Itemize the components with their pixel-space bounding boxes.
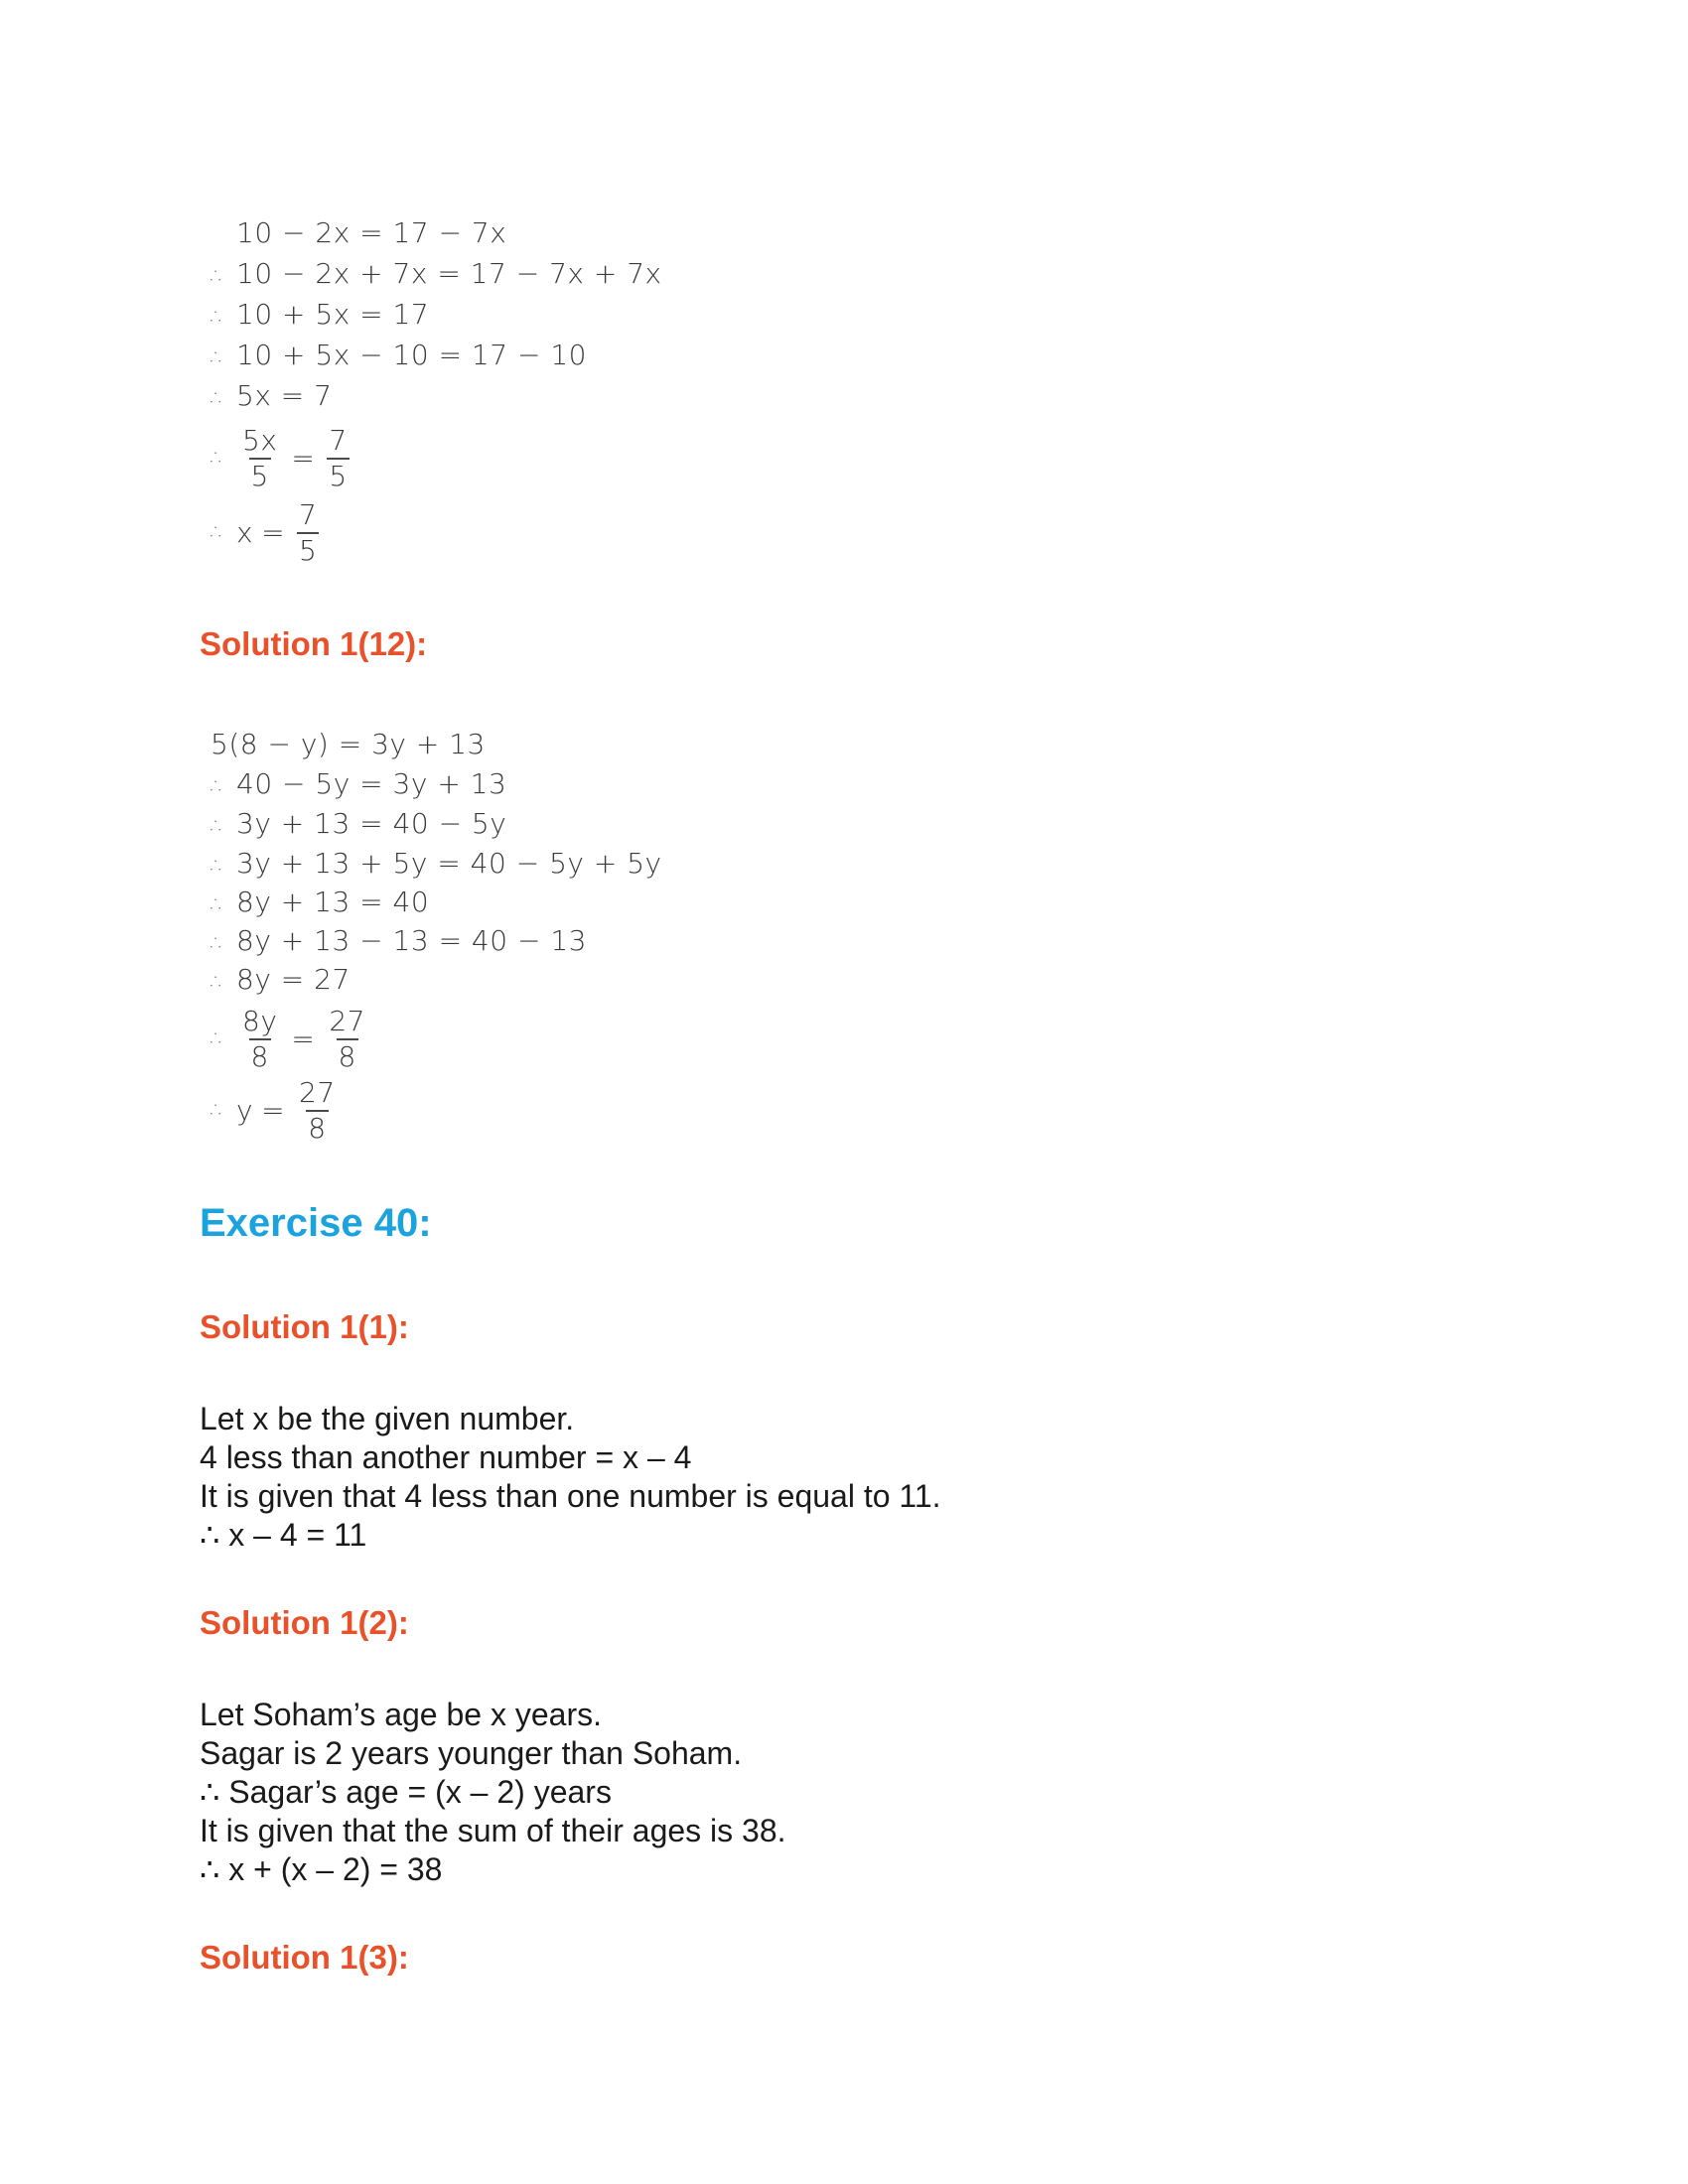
solution-heading: Solution 1(3): [200, 1939, 409, 1976]
therefore-symbol: ∴ [211, 520, 225, 545]
equation-line [211, 295, 429, 335]
solution-text [200, 1696, 786, 1889]
equation-line [211, 725, 486, 764]
denominator: 5 [250, 460, 269, 492]
lhs-variable: y [236, 1094, 254, 1127]
denominator: 8 [308, 1112, 327, 1145]
solution-heading: Solution 1(2): [200, 1604, 409, 1641]
equals-sign: = [261, 1094, 286, 1127]
text-line: 4 less than another number = x – 4 [200, 1439, 692, 1475]
fraction [240, 424, 279, 493]
equation-line [211, 336, 587, 375]
equation-line [211, 844, 662, 884]
solution-heading: Solution 1(12): [200, 625, 428, 662]
numerator: 27 [329, 1005, 365, 1037]
numerator: 7 [299, 498, 318, 531]
equation-text: 40 − 5y = 3y + 13 [236, 767, 507, 800]
equals-sign: = [291, 1023, 316, 1055]
text-line: ∴ x + (x – 2) = 38 [200, 1851, 443, 1887]
equals-sign: = [291, 442, 316, 475]
therefore-symbol: ∴ [211, 1098, 225, 1123]
equation-text: 10 − 2x + 7x = 17 − 7x + 7x [236, 257, 662, 290]
equation-text: 10 − 2x = 17 − 7x [236, 216, 507, 249]
equation-line [211, 883, 429, 922]
equation-text: 10 + 5x = 17 [236, 298, 430, 331]
equation-line [211, 376, 332, 416]
equation-text: 8y = 27 [236, 963, 351, 996]
solution-heading: Solution 1(1): [200, 1308, 409, 1345]
therefore-symbol: ∴ [211, 264, 225, 289]
equation-line [211, 804, 506, 844]
therefore-symbol: ∴ [211, 305, 225, 330]
text-line: ∴ x – 4 = 11 [200, 1517, 367, 1553]
therefore-symbol: ∴ [211, 1026, 225, 1051]
solution-text [200, 1400, 941, 1555]
text-line: ∴ Sagar’s age = (x – 2) years [200, 1774, 612, 1810]
equation-line [211, 764, 506, 804]
equation-line [211, 254, 662, 294]
therefore-symbol: ∴ [211, 854, 225, 879]
fraction [327, 424, 349, 493]
equation-text: 5x = 7 [236, 379, 333, 412]
denominator: 8 [338, 1040, 356, 1073]
therefore-symbol: ∴ [211, 386, 225, 411]
text-line: Sagar is 2 years younger than Soham. [200, 1735, 743, 1771]
therefore-symbol: ∴ [211, 774, 225, 799]
equation-line [211, 960, 351, 1000]
therefore-symbol: ∴ [211, 446, 225, 471]
equals-sign: = [261, 516, 286, 549]
equation-line [211, 921, 587, 961]
denominator: 8 [250, 1040, 269, 1073]
fraction [297, 1076, 338, 1146]
equation-text: 8y + 13 − 13 = 40 − 13 [236, 924, 587, 957]
fraction-equation [211, 496, 323, 570]
denominator: 5 [329, 460, 348, 492]
equation-line [211, 213, 506, 253]
lhs-variable: x [236, 516, 254, 549]
text-line: Let x be the given number. [200, 1401, 575, 1436]
numerator: 5x [242, 424, 278, 457]
therefore-symbol: ∴ [211, 931, 225, 956]
fraction-equation [211, 1003, 371, 1076]
numerator: 8y [242, 1005, 278, 1037]
fraction-equation [211, 422, 353, 495]
fraction [327, 1005, 367, 1074]
text-line: It is given that the sum of their ages is 38. [200, 1813, 786, 1848]
therefore-symbol: ∴ [211, 814, 225, 839]
equation-text: 8y + 13 = 40 [236, 886, 430, 918]
fraction [297, 498, 319, 568]
text-line: Let Soham’s age be x years. [200, 1697, 602, 1732]
exercise-heading: Exercise 40: [200, 1201, 432, 1245]
denominator: 5 [299, 534, 318, 567]
equation-text: 10 + 5x − 10 = 17 − 10 [236, 339, 587, 371]
therefore-symbol: ∴ [211, 345, 225, 370]
equation-text: 5(8 − y) = 3y + 13 [211, 728, 486, 760]
text-line: It is given that 4 less than one number is equal to 11. [200, 1478, 941, 1514]
numerator: 7 [329, 424, 348, 457]
fraction-equation [211, 1074, 342, 1148]
equation-text: 3y + 13 = 40 − 5y [236, 807, 507, 840]
fraction [240, 1005, 279, 1074]
therefore-symbol: ∴ [211, 892, 225, 917]
therefore-symbol: ∴ [211, 970, 225, 995]
equation-text: 3y + 13 + 5y = 40 − 5y + 5y [236, 847, 662, 880]
numerator: 27 [299, 1076, 336, 1109]
